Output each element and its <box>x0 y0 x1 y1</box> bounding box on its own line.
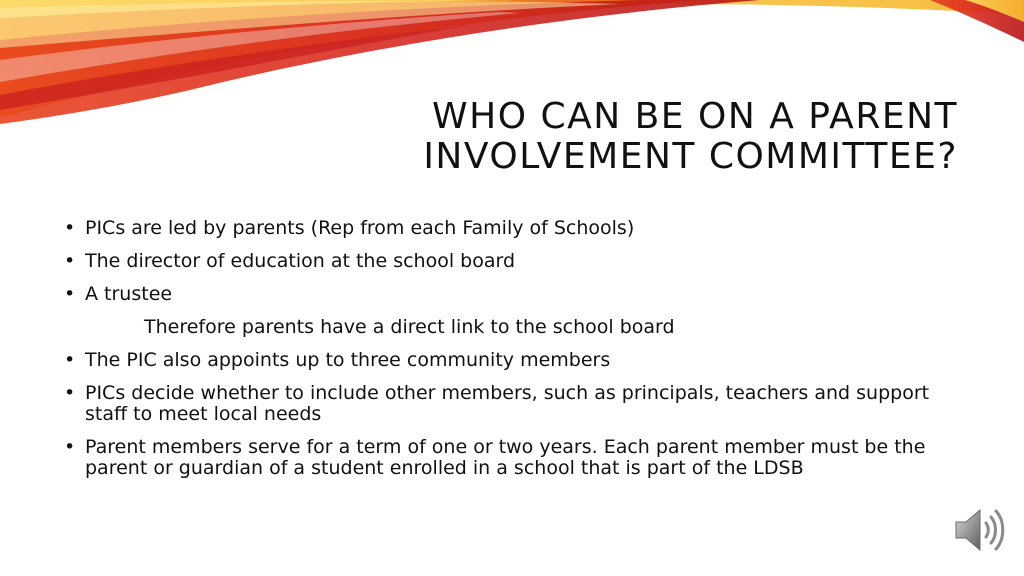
bullet-marker: • <box>64 250 76 272</box>
bullet-marker: • <box>64 436 76 458</box>
bullet-item <box>58 383 958 425</box>
bullet-marker: • <box>64 217 76 239</box>
bullet-marker: • <box>64 349 76 371</box>
bullet-item <box>58 218 958 239</box>
bullet-item <box>58 284 958 305</box>
bullet-list <box>58 218 958 491</box>
sub-item-text: Therefore parents have a direct link to the school board <box>144 316 675 338</box>
bullet-text: The PIC also appoints up to three community members <box>85 349 611 371</box>
bullet-item <box>58 350 958 371</box>
bullet-marker: • <box>64 283 76 305</box>
sub-item <box>58 317 958 338</box>
bullet-text: The director of education at the school board <box>85 250 516 272</box>
bullet-item <box>58 251 958 272</box>
bullet-item <box>58 437 958 479</box>
speaker-icon[interactable] <box>952 505 1006 555</box>
slide-title-line-1: WHO CAN BE ON A PARENT <box>432 96 958 137</box>
slide-title <box>258 97 958 177</box>
bullet-text: A trustee <box>85 283 173 305</box>
bullet-text: PICs decide whether to include other members, such as principals, teachers and support staff to meet local needs <box>85 382 930 425</box>
bullet-text: PICs are led by parents (Rep from each Family of Schools) <box>85 217 635 239</box>
bullet-marker: • <box>64 382 76 404</box>
slide-title-line-2: INVOLVEMENT COMMITTEE? <box>423 136 958 177</box>
bullet-text: Parent members serve for a term of one or two years. Each parent member must be the parent or guardian of a student enrolled in a school that is part of the LDSB <box>85 436 926 479</box>
